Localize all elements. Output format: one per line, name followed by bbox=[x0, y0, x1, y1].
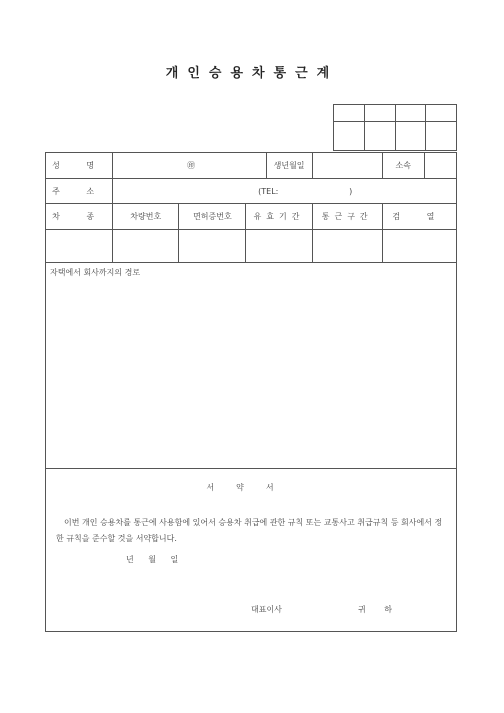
dept-field[interactable] bbox=[425, 153, 456, 178]
approval-sign-4[interactable] bbox=[426, 122, 457, 151]
dept-cell bbox=[382, 153, 456, 179]
name-label: 성 명 bbox=[46, 153, 113, 179]
pledge-to: 귀 하 bbox=[358, 605, 400, 614]
birth-label: 생년월일 bbox=[266, 153, 312, 179]
approval-cell-2[interactable] bbox=[364, 105, 395, 122]
car-type-field[interactable] bbox=[46, 230, 113, 263]
route-label: 자택에서 회사까지의 경로 bbox=[50, 268, 141, 277]
pledge-body: 이번 개인 승용차를 통근에 사용함에 있어서 승용차 취급에 관한 규칙 또는 교통사고 취급규칙 등 회사에서 정한 규칙을 준수할 것을 서약합니다. bbox=[56, 518, 443, 543]
tel-label: (TEL: bbox=[258, 187, 279, 196]
car-type-label: 차 종 bbox=[46, 204, 113, 230]
plate-label: 차량번호 bbox=[113, 204, 179, 230]
name-field[interactable] bbox=[113, 153, 266, 179]
pledge-section bbox=[46, 469, 457, 632]
commute-form-table bbox=[45, 152, 457, 632]
validity-field[interactable] bbox=[246, 230, 312, 263]
birth-field[interactable] bbox=[312, 153, 382, 179]
license-label: 면허증번호 bbox=[179, 204, 246, 230]
commute-label: 통근구간 bbox=[312, 204, 382, 230]
inspect-field[interactable] bbox=[382, 230, 456, 263]
address-field[interactable] bbox=[113, 179, 457, 204]
commute-field[interactable] bbox=[312, 230, 382, 263]
plate-field[interactable] bbox=[113, 230, 179, 263]
tel-close: ) bbox=[349, 187, 353, 196]
approval-sign-1[interactable] bbox=[334, 122, 365, 151]
validity-label: 유효기간 bbox=[246, 204, 312, 230]
approval-cell-3[interactable] bbox=[395, 105, 426, 122]
address-label: 주 소 bbox=[46, 179, 113, 204]
seal-mark: ㊞ bbox=[187, 161, 196, 170]
form-title: 개인승용차통근계 bbox=[165, 66, 339, 81]
pledge-date[interactable]: 년 월 일 bbox=[126, 555, 179, 564]
approval-sign-2[interactable] bbox=[364, 122, 395, 151]
inspect-label: 검 열 bbox=[382, 204, 456, 230]
dept-label: 소속 bbox=[383, 153, 425, 178]
approval-cell-4[interactable] bbox=[426, 105, 457, 122]
approval-sign-3[interactable] bbox=[395, 122, 426, 151]
approval-cell-1[interactable] bbox=[334, 105, 365, 122]
approval-box bbox=[333, 104, 457, 151]
pledge-title: 서약서 bbox=[206, 483, 296, 492]
route-field[interactable] bbox=[46, 263, 457, 469]
pledge-signer: 대표이사 bbox=[251, 605, 282, 614]
license-field[interactable] bbox=[179, 230, 246, 263]
